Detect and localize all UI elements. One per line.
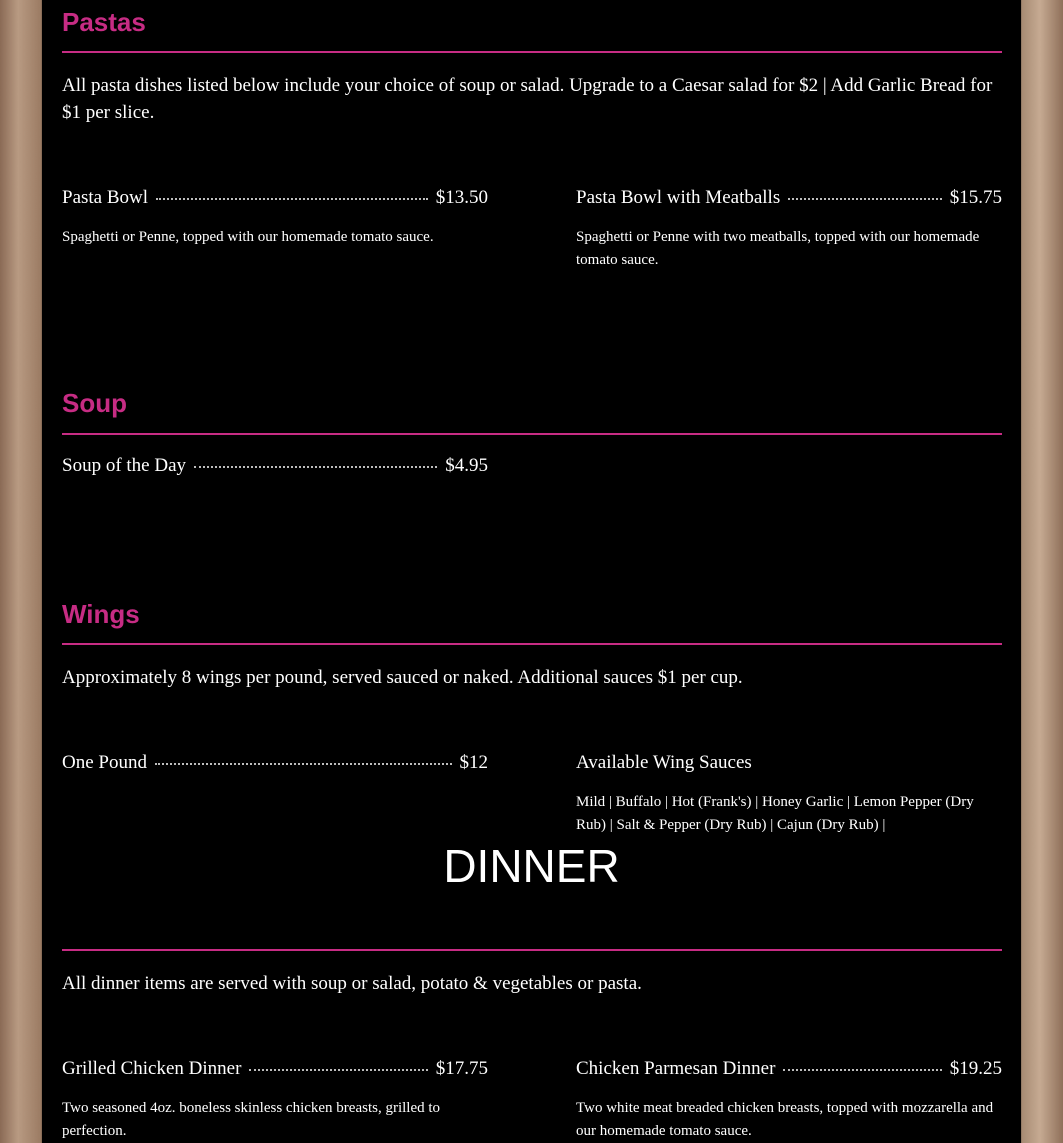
menu-item-description: Two seasoned 4oz. boneless skinless chicken breasts, grilled to perfection. — [62, 1100, 441, 1139]
menu-item-name: Soup of the Day — [62, 455, 187, 476]
menu-item-name: Chicken Parmesan Dinner — [576, 1058, 776, 1079]
section-divider — [62, 949, 1002, 951]
section-divider — [62, 433, 1002, 435]
menu-item-price: $17.75 — [435, 1058, 488, 1079]
menu-item-grilled-chicken-dinner — [62, 1058, 488, 1080]
menu-item-description: Spaghetti or Penne, topped with our homemade tomato sauce. — [62, 229, 434, 245]
section-note-dinner: All dinner items are served with soup or salad, potato & vegetables or pasta. — [62, 973, 642, 994]
menu-item-chicken-parmesan-dinner — [576, 1058, 1002, 1080]
menu-item-price: $12 — [459, 752, 488, 773]
menu-item-description: Two white meat breaded chicken breasts, topped with mozzarella and our homemade tomato sauce. — [576, 1100, 994, 1139]
dot-leader — [155, 763, 452, 765]
wing-sauces-title — [576, 752, 1002, 774]
menu-item-price: $13.50 — [435, 187, 488, 208]
dot-leader — [156, 198, 428, 200]
wing-sauces-heading: Available Wing Sauces — [576, 752, 752, 773]
dot-leader — [783, 1069, 941, 1071]
menu-item-pasta-bowl — [62, 187, 488, 209]
menu-item-name: One Pound — [62, 752, 147, 773]
section-heading-soup: Soup — [62, 388, 127, 418]
menu-item-pasta-bowl-meatballs — [576, 187, 1002, 209]
menu-item-one-pound — [62, 752, 488, 774]
section-heading-dinner: DINNER — [443, 840, 620, 892]
dot-leader — [194, 466, 437, 468]
section-heading-wings: Wings — [62, 599, 140, 629]
section-note-pastas: All pasta dishes listed below include your choice of soup or salad. Upgrade to a Caesar salad for $2 | Add Garlic Bread for $1 per slice. — [62, 75, 993, 123]
menu-item-name: Pasta Bowl with Meatballs — [576, 187, 781, 208]
menu-item-description: Spaghetti or Penne with two meatballs, topped with our homemade tomato sauce. — [576, 229, 980, 268]
menu-item-soup-of-the-day — [62, 455, 488, 477]
section-divider — [62, 51, 1002, 53]
dot-leader — [788, 198, 942, 200]
menu-item-price: $15.75 — [949, 187, 1002, 208]
section-heading-pastas: Pastas — [62, 7, 146, 37]
wing-sauces-list: Mild | Buffalo | Hot (Frank's) | Honey Garlic | Lemon Pepper (Dry Rub) | Salt & Pepper (Dry Rub) | Cajun (Dry Rub) | — [576, 794, 974, 833]
menu-item-name: Pasta Bowl — [62, 187, 149, 208]
menu-item-price: $4.95 — [445, 455, 488, 476]
section-note-wings: Approximately 8 wings per pound, served sauced or naked. Additional sauces $1 per cup. — [62, 667, 743, 688]
menu-panel — [42, 0, 1021, 1139]
menu-item-name: Grilled Chicken Dinner — [62, 1058, 242, 1079]
menu-item-price: $19.25 — [949, 1058, 1002, 1079]
section-divider — [62, 643, 1002, 645]
dot-leader — [249, 1069, 427, 1071]
